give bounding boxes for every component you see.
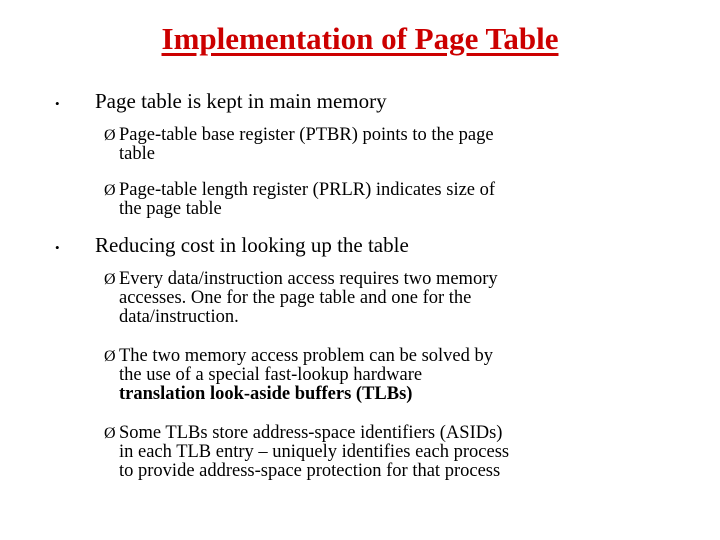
sub-bullet-line: The two memory access problem can be solved by bbox=[119, 346, 493, 366]
sub-bullet-line: in each TLB entry – uniquely identifies each process bbox=[119, 442, 510, 462]
bullet-marker: • bbox=[55, 96, 60, 111]
sub-bullet-marker: Ø bbox=[104, 127, 116, 144]
sub-bullet-marker: Ø bbox=[104, 425, 116, 442]
sub-bullet-line: Every data/instruction access requires two memory bbox=[119, 269, 498, 289]
sub-bullet-line: data/instruction. bbox=[119, 307, 239, 327]
sub-bullet-line: Some TLBs store address-space identifiers (ASIDs) bbox=[119, 423, 503, 443]
sub-bullet-marker: Ø bbox=[104, 271, 116, 288]
sub-bullet-line: table bbox=[119, 144, 155, 164]
slide-title: Implementation of Page Table bbox=[161, 21, 559, 56]
sub-bullet-line: to provide address-space protection for that process bbox=[119, 461, 501, 481]
sub-bullet-item bbox=[104, 270, 604, 327]
bullet-marker: • bbox=[55, 240, 60, 255]
sub-bullet-item bbox=[104, 347, 604, 404]
sub-bullet-item bbox=[104, 181, 604, 219]
sub-bullet-line: the page table bbox=[119, 199, 222, 219]
sub-bullet-line: accesses. One for the page table and one for the bbox=[119, 288, 472, 308]
bullet-text: Page table is kept in main memory bbox=[95, 89, 387, 113]
sub-bullet-marker: Ø bbox=[104, 182, 116, 199]
sub-bullet-line: Page-table length register (PRLR) indicates size of bbox=[119, 180, 496, 200]
sub-bullet-item bbox=[104, 126, 604, 164]
sub-bullet-line: Page-table base register (PTBR) points to the page bbox=[119, 125, 494, 145]
sub-bullet-line-emphasis: translation look-aside buffers (TLBs) bbox=[119, 384, 413, 404]
sub-bullet-item bbox=[104, 424, 604, 481]
bullet-text: Reducing cost in looking up the table bbox=[95, 233, 409, 257]
sub-bullet-line: the use of a special fast-lookup hardware bbox=[119, 365, 423, 385]
sub-bullet-marker: Ø bbox=[104, 348, 116, 365]
